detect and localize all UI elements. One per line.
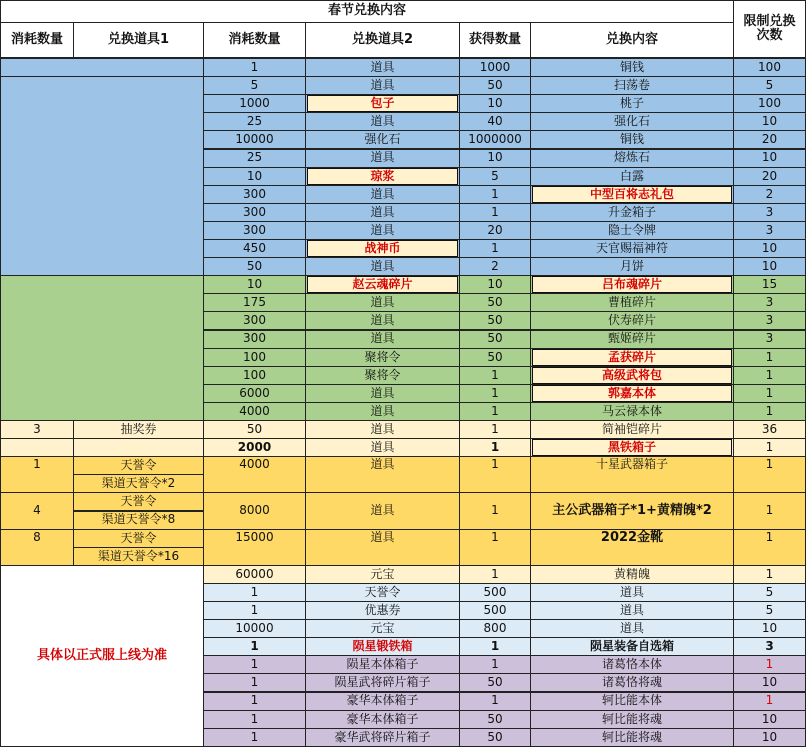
- cell-c4: 道具: [305, 185, 460, 204]
- highlight-c4: 包子: [307, 95, 458, 112]
- cell-c3: 10000: [203, 619, 306, 638]
- cell-c4: 道具: [305, 149, 460, 168]
- highlight-c4: 赵云魂碎片: [307, 276, 458, 293]
- cell-c6: 桃子: [530, 94, 734, 113]
- cell-c5: 1: [459, 239, 531, 258]
- cell-c7: 100: [733, 58, 806, 77]
- cell-c3: 8000: [203, 492, 306, 529]
- cell-c4: 聚将令: [305, 366, 460, 385]
- cell-c4: 元宝: [305, 619, 460, 638]
- cell-c5: 1: [459, 203, 531, 222]
- cell-c4: 豪华武将碎片箱子: [305, 728, 460, 747]
- cell-c7: 2: [733, 185, 806, 204]
- blank-left: [0, 58, 204, 77]
- cell-c2a: 天誉令: [73, 492, 204, 511]
- cell-c3: 15000: [203, 529, 306, 566]
- cell-c4: 优惠券: [305, 601, 460, 620]
- cell-c6: 白露: [530, 167, 734, 186]
- cell-c3: 175: [203, 293, 306, 312]
- cell-c5: 1: [459, 366, 531, 385]
- cell-c6: 诸葛恪将魂: [530, 673, 734, 692]
- highlight-c4: 琼浆: [307, 168, 458, 185]
- cell-c6: 天官赐福神符: [530, 239, 734, 258]
- blank-left-green: [0, 275, 204, 421]
- cell-c3: 60000: [203, 565, 306, 584]
- cell-c7: 1: [733, 366, 806, 385]
- cell-c3: 50: [203, 420, 306, 439]
- cell-c2: [73, 438, 204, 457]
- cell-c4: 元宝: [305, 565, 460, 584]
- cell-c3: 100: [203, 366, 306, 385]
- cell-c4: 道具: [305, 384, 460, 403]
- cell-c3: 300: [203, 203, 306, 222]
- cell-c7: 15: [733, 275, 806, 294]
- cell-c7: 5: [733, 601, 806, 620]
- cell-c3: 10: [203, 167, 306, 186]
- cell-c5: 1: [459, 492, 531, 529]
- cell-c2: 抽奖券: [73, 420, 204, 439]
- cell-c4: 道具: [305, 112, 460, 131]
- cell-c4: 道具: [305, 257, 460, 276]
- cell-c3: 300: [203, 311, 306, 330]
- cell-c1: 4: [0, 492, 74, 529]
- cell-c6: 扫荡卷: [530, 76, 734, 95]
- cell-c7: 1: [733, 384, 806, 403]
- cell-c4: 陨星武将碎片箱子: [305, 673, 460, 692]
- cell-c1: 3: [0, 420, 74, 439]
- cell-c7: 10: [733, 619, 806, 638]
- column-header: 兑换道具2: [305, 22, 460, 58]
- cell-c7: 1: [733, 492, 806, 529]
- cell-c3: 25: [203, 149, 306, 168]
- cell-c7: 3: [733, 330, 806, 349]
- cell-c4: 聚将令: [305, 348, 460, 367]
- cell-c4: 道具: [305, 221, 460, 240]
- cell-c5: 1: [459, 420, 531, 439]
- cell-c3: 1: [203, 673, 306, 692]
- cell-c7: 10: [733, 112, 806, 131]
- cell-c1: 8: [0, 529, 74, 566]
- cell-c7: 3: [733, 293, 806, 312]
- cell-c5: 1: [459, 637, 531, 656]
- cell-c4: 陨星锻铁箱: [305, 637, 460, 656]
- cell-c3: 1: [203, 692, 306, 711]
- cell-c7: 100: [733, 94, 806, 113]
- cell-c3: 4000: [203, 402, 306, 421]
- cell-c6: 伏寿碎片: [530, 311, 734, 330]
- cell-c5: 50: [459, 330, 531, 349]
- group-title: 春节兑换内容: [0, 0, 734, 23]
- cell-c7: 5: [733, 583, 806, 602]
- highlight-c6: 高级武将包: [532, 367, 732, 384]
- cell-c6: 简袖铠碎片: [530, 420, 734, 439]
- cell-c5: 800: [459, 619, 531, 638]
- cell-c5: 1: [459, 456, 531, 493]
- cell-c4: 豪华本体箱子: [305, 692, 460, 711]
- cell-c6: 强化石: [530, 112, 734, 131]
- cell-c7: 20: [733, 130, 806, 149]
- column-header-limit: 限制兑换 次数: [733, 0, 806, 58]
- cell-c4: 天誉令: [305, 583, 460, 602]
- cell-c2b: 渠道天誉令*2: [73, 474, 204, 493]
- cell-c7: 10: [733, 673, 806, 692]
- cell-c4: 道具: [305, 402, 460, 421]
- cell-c4: 强化石: [305, 130, 460, 149]
- highlight-c4: 战神币: [307, 240, 458, 257]
- highlight-c6: 黑铁箱子: [532, 439, 732, 456]
- cell-c6: 道具: [530, 619, 734, 638]
- cell-c7: 1: [733, 348, 806, 367]
- cell-c5: 10: [459, 94, 531, 113]
- cell-c4: 道具: [305, 311, 460, 330]
- cell-c7: 5: [733, 76, 806, 95]
- cell-c7: 10: [733, 257, 806, 276]
- cell-c5: 1: [459, 692, 531, 711]
- cell-c5: 50: [459, 348, 531, 367]
- cell-c7: 3: [733, 311, 806, 330]
- cell-c6: 曹植碎片: [530, 293, 734, 312]
- cell-c7: 1: [733, 692, 806, 711]
- cell-c7: 10: [733, 728, 806, 747]
- cell-c3: 2000: [203, 438, 306, 457]
- column-header: 兑换内容: [530, 22, 734, 58]
- note-text: 具体以正式服上线为准: [0, 565, 204, 747]
- cell-c7: 36: [733, 420, 806, 439]
- cell-c7: 1: [733, 529, 806, 566]
- cell-c7: 1: [733, 402, 806, 421]
- cell-c3: 25: [203, 112, 306, 131]
- cell-c5: 1: [459, 438, 531, 457]
- cell-c7: 1: [733, 655, 806, 674]
- cell-c5: 500: [459, 583, 531, 602]
- cell-c3: 1: [203, 58, 306, 77]
- cell-c2a: 天誉令: [73, 456, 204, 475]
- column-header: 获得数量: [459, 22, 531, 58]
- cell-c6: 轲比能本体: [530, 692, 734, 711]
- highlight-c6: 吕布魂碎片: [532, 276, 732, 293]
- highlight-c6: 郭嘉本体: [532, 385, 732, 402]
- cell-c3: 4000: [203, 456, 306, 493]
- cell-c3: 100: [203, 348, 306, 367]
- cell-c5: 20: [459, 221, 531, 240]
- cell-c3: 1: [203, 655, 306, 674]
- cell-c3: 1: [203, 637, 306, 656]
- cell-c4: 道具: [305, 456, 460, 493]
- cell-c1: [0, 438, 74, 457]
- cell-c6: 熔炼石: [530, 149, 734, 168]
- cell-c3: 5: [203, 76, 306, 95]
- cell-c4: 道具: [305, 76, 460, 95]
- cell-c5: 50: [459, 311, 531, 330]
- cell-c4: 道具: [305, 58, 460, 77]
- cell-c5: 50: [459, 293, 531, 312]
- cell-c3: 1: [203, 583, 306, 602]
- cell-c6: 道具: [530, 601, 734, 620]
- cell-c7: 1: [733, 456, 806, 493]
- cell-c5: 50: [459, 673, 531, 692]
- cell-c6: 升金箱子: [530, 203, 734, 222]
- cell-c3: 50: [203, 257, 306, 276]
- cell-c6: 陨星装备自选箱: [530, 637, 734, 656]
- cell-c2a: 天誉令: [73, 529, 204, 548]
- cell-c3: 1: [203, 710, 306, 729]
- cell-c5: 50: [459, 710, 531, 729]
- cell-c3: 300: [203, 221, 306, 240]
- cell-c4: 道具: [305, 438, 460, 457]
- cell-c7: 3: [733, 637, 806, 656]
- cell-c4: 道具: [305, 293, 460, 312]
- cell-c3: 1: [203, 728, 306, 747]
- cell-c5: 1000000: [459, 130, 531, 149]
- column-header: 消耗数量: [203, 22, 306, 58]
- cell-c6: 2022金靴: [530, 529, 734, 566]
- cell-c7: 10: [733, 239, 806, 258]
- cell-c6: 轲比能将魂: [530, 728, 734, 747]
- cell-c6: 马云禄本体: [530, 402, 734, 421]
- blank-left-blue: [0, 76, 204, 276]
- cell-c3: 1000: [203, 94, 306, 113]
- cell-c2b: 渠道天誉令*8: [73, 511, 204, 530]
- cell-c5: 500: [459, 601, 531, 620]
- cell-c5: 2: [459, 257, 531, 276]
- cell-c3: 450: [203, 239, 306, 258]
- cell-c7: 3: [733, 203, 806, 222]
- highlight-c6: 中型百将志礼包: [532, 186, 732, 203]
- cell-c3: 300: [203, 185, 306, 204]
- cell-c6: 十星武器箱子: [530, 456, 734, 493]
- cell-c6: 诸葛恪本体: [530, 655, 734, 674]
- cell-c4: 道具: [305, 492, 460, 529]
- cell-c2b: 渠道天誉令*16: [73, 547, 204, 566]
- cell-c7: 10: [733, 149, 806, 168]
- cell-c6: 道具: [530, 583, 734, 602]
- cell-c7: 3: [733, 221, 806, 240]
- cell-c5: 1000: [459, 58, 531, 77]
- cell-c1: 1: [0, 456, 74, 493]
- cell-c4: 豪华本体箱子: [305, 710, 460, 729]
- cell-c7: 20: [733, 167, 806, 186]
- column-header: 消耗数量: [0, 22, 74, 58]
- cell-c6: 主公武器箱子*1+黄精魄*2: [530, 492, 734, 529]
- cell-c5: 10: [459, 275, 531, 294]
- cell-c5: 1: [459, 529, 531, 566]
- cell-c5: 1: [459, 384, 531, 403]
- cell-c6: 轲比能将魂: [530, 710, 734, 729]
- cell-c5: 10: [459, 149, 531, 168]
- cell-c7: 1: [733, 438, 806, 457]
- cell-c3: 300: [203, 330, 306, 349]
- cell-c4: 陨星本体箱子: [305, 655, 460, 674]
- cell-c4: 道具: [305, 420, 460, 439]
- cell-c4: 道具: [305, 529, 460, 566]
- cell-c4: 道具: [305, 203, 460, 222]
- cell-c5: 1: [459, 402, 531, 421]
- column-header: 兑换道具1: [73, 22, 204, 58]
- cell-c6: 月饼: [530, 257, 734, 276]
- cell-c5: 5: [459, 167, 531, 186]
- cell-c5: 40: [459, 112, 531, 131]
- cell-c6: 甄姬碎片: [530, 330, 734, 349]
- cell-c6: 铜钱: [530, 130, 734, 149]
- cell-c6: 铜钱: [530, 58, 734, 77]
- cell-c5: 1: [459, 565, 531, 584]
- cell-c5: 50: [459, 728, 531, 747]
- cell-c6: 黄精魄: [530, 565, 734, 584]
- cell-c3: 6000: [203, 384, 306, 403]
- cell-c5: 1: [459, 655, 531, 674]
- cell-c3: 1: [203, 601, 306, 620]
- cell-c5: 50: [459, 76, 531, 95]
- cell-c4: 道具: [305, 330, 460, 349]
- cell-c6: 隐士令牌: [530, 221, 734, 240]
- cell-c3: 10000: [203, 130, 306, 149]
- highlight-c6: 孟获碎片: [532, 349, 732, 366]
- cell-c7: 10: [733, 710, 806, 729]
- cell-c5: 1: [459, 185, 531, 204]
- cell-c3: 10: [203, 275, 306, 294]
- cell-c7: 1: [733, 565, 806, 584]
